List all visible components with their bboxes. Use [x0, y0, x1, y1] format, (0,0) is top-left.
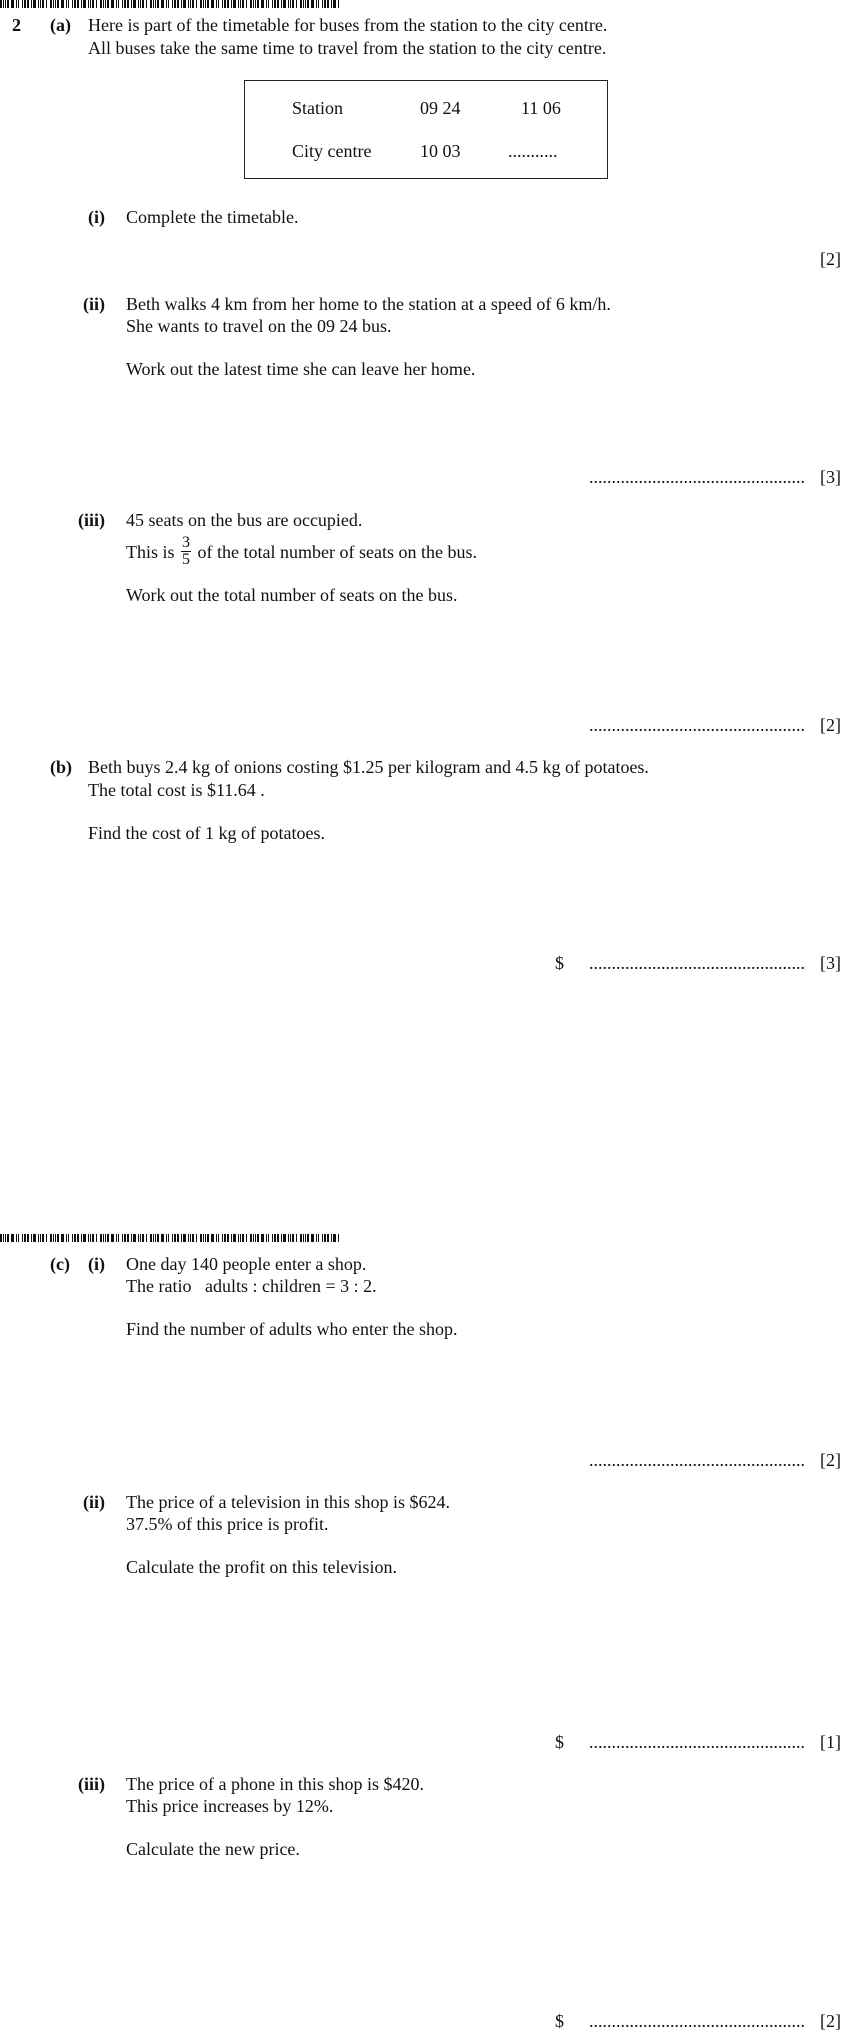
part-c-i-instruction: Find the number of adults who enter the shop.: [126, 1319, 458, 1339]
part-b-answer-line[interactable]: ................................................: [589, 953, 805, 973]
timetable-city-time-2-blank[interactable]: ...........: [508, 141, 558, 161]
part-a-ii-label: (ii): [83, 294, 105, 314]
page-barcode-middle: [0, 1234, 342, 1242]
part-c-ii-currency: $: [555, 1732, 564, 1752]
page-barcode-top: [0, 0, 342, 8]
part-c-ii-instruction: Calculate the profit on this television.: [126, 1557, 397, 1577]
part-b-line2: The total cost is $11.64 .: [88, 780, 265, 800]
part-a-ii-line2: She wants to travel on the 09 24 bus.: [126, 316, 392, 336]
part-a-iii-line2: [126, 532, 477, 572]
part-b-instruction: Find the cost of 1 kg of potatoes.: [88, 823, 325, 843]
timetable-city-time-1: 10 03: [420, 141, 461, 161]
fraction-denominator: 5: [182, 551, 191, 569]
part-b-currency: $: [555, 953, 564, 973]
part-c-i-line1: One day 140 people enter a shop.: [126, 1254, 367, 1274]
part-c-ii-marks: [1]: [820, 1732, 841, 1752]
timetable-station-time-1: 09 24: [420, 98, 461, 118]
bus-timetable: [244, 80, 608, 179]
part-c-iii-currency: $: [555, 2011, 564, 2031]
part-a-ii-marks: [3]: [820, 467, 841, 487]
part-c-i-label: (i): [88, 1254, 105, 1274]
part-a-iii-line1: 45 seats on the bus are occupied.: [126, 510, 363, 530]
part-b-marks: [3]: [820, 953, 841, 973]
part-a-iii-line2-post: of the total number of seats on the bus.: [197, 542, 477, 562]
part-a-iii-line2-pre: This is: [126, 542, 175, 562]
part-c-iii-label: (iii): [78, 1774, 105, 1794]
part-a-ii-answer-line[interactable]: ................................................: [589, 467, 805, 487]
part-a-ii-line1: Beth walks 4 km from her home to the station at a speed of 6 km/h.: [126, 294, 611, 314]
part-a-i-label: (i): [88, 207, 105, 227]
part-a-i-text: Complete the timetable.: [126, 207, 299, 227]
part-a-i-marks: [2]: [820, 249, 841, 269]
part-c-i-marks: [2]: [820, 1450, 841, 1470]
part-c-ii-answer-line[interactable]: ................................................: [589, 1732, 805, 1752]
part-a-iii-instruction: Work out the total number of seats on the bus.: [126, 585, 458, 605]
part-c-iii-instruction: Calculate the new price.: [126, 1839, 300, 1859]
timetable-place-station: Station: [292, 98, 344, 118]
part-b-label: (b): [50, 757, 72, 777]
part-c-iii-answer-line[interactable]: ................................................: [589, 2011, 805, 2031]
timetable-station-time-2: 11 06: [521, 98, 561, 118]
part-a-iii-answer-line[interactable]: ................................................: [589, 715, 805, 735]
part-c-label: (c): [50, 1254, 70, 1274]
part-c-i-answer-line[interactable]: ................................................: [589, 1450, 805, 1470]
part-c-iii-line1: The price of a phone in this shop is $420.: [126, 1774, 424, 1794]
part-c-iii-line2: This price increases by 12%.: [126, 1796, 334, 1816]
part-a-iii-label: (iii): [78, 510, 105, 530]
part-a-intro-line1: Here is part of the timetable for buses from the station to the city centre.: [88, 15, 608, 35]
fraction-three-fifths: [181, 535, 191, 568]
part-b-line1: Beth buys 2.4 kg of onions costing $1.25 per kilogram and 4.5 kg of potatoes.: [88, 757, 649, 777]
fraction-numerator: 3: [182, 534, 191, 552]
timetable-place-city-centre: City centre: [292, 141, 372, 161]
part-a-intro-line2: All buses take the same time to travel from the station to the city centre.: [88, 38, 607, 58]
part-c-ii-line2: 37.5% of this price is profit.: [126, 1514, 329, 1534]
part-c-iii-marks: [2]: [820, 2011, 841, 2031]
part-c-ii-label: (ii): [83, 1492, 105, 1512]
part-a-ii-instruction: Work out the latest time she can leave her home.: [126, 359, 476, 379]
part-a-iii-marks: [2]: [820, 715, 841, 735]
part-c-i-line2: The ratio adults : children = 3 : 2.: [126, 1276, 377, 1296]
question-number: 2: [12, 15, 21, 35]
part-c-ii-line1: The price of a television in this shop is $624.: [126, 1492, 450, 1512]
part-a-label: (a): [50, 15, 71, 35]
